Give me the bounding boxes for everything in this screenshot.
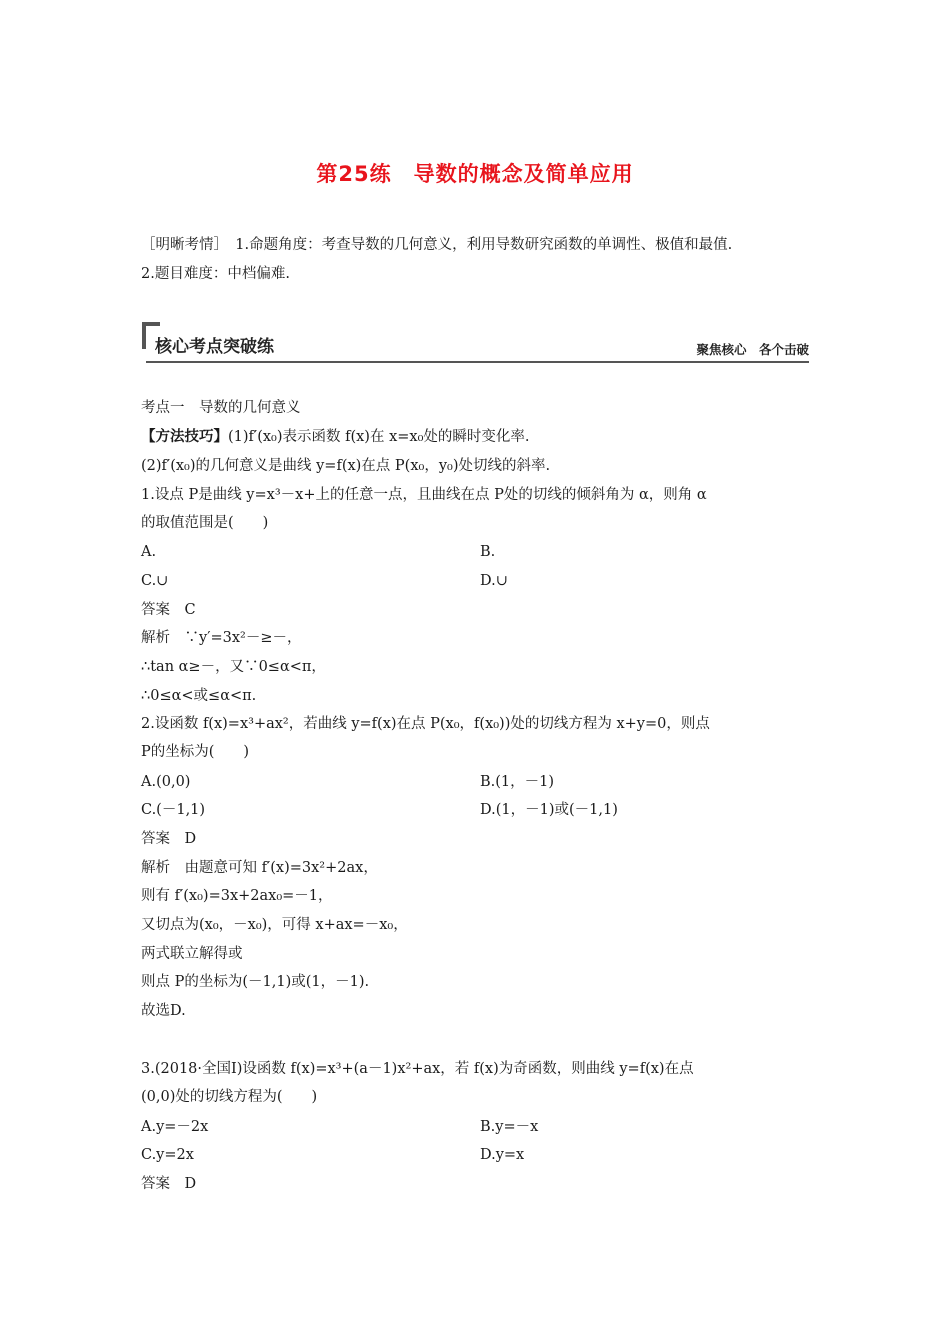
intro-line-2: 2.题目难度：中档偏难. [141,266,290,282]
q1-option-b: B. [480,544,496,560]
q3-stem-1: 3.(2018·全国Ⅰ)设函数 f(x)=x³+(a－1)x²+ax，若 f(x)为奇函数，则曲线 y=f(x)在点 [141,1061,694,1077]
section-title: 核心考点突破练 [155,337,274,357]
section-subtitle: 聚焦核心 各个击破 [696,342,809,357]
q3-stem-2: (0,0)处的切线方程为( ) [141,1089,318,1105]
q2-option-a: A.(0,0) [141,774,191,790]
q2-solution-3: 又切点为(x₀，－x₀)，可得 x+ax=－x₀， [141,917,408,933]
q3-option-d: D.y=x [480,1147,525,1163]
q1-solution-1: 解析 ∵y′=3x²－≥－， [141,630,302,646]
q2-option-d: D.(1，－1)或(－1,1) [480,802,618,818]
q2-stem-1: 2.设函数 f(x)=x³+ax²，若曲线 y=f(x)在点 P(x₀，f(x₀))处的切线方程为 x+y=0，则点 [141,716,710,732]
q1-solution-2: ∴tan α≥－，又∵0≤α<π， [141,659,326,675]
q2-option-b: B.(1，－1) [480,774,555,790]
method-tip-label: 【方法技巧】 [141,428,228,445]
intro-line-1: ［明晰考情］ 1.命题角度：考查导数的几何意义，利用导数研究函数的单调性、极值和最值. [141,237,733,253]
method-tip-2: (2)f′(x₀)的几何意义是曲线 y=f(x)在点 P(x₀，y₀)处切线的斜率. [141,458,551,474]
q3-option-a: A.y=－2x [141,1119,209,1135]
q2-solution-1: 解析 由题意可知 f′(x)=3x²+2ax， [141,860,378,876]
q2-option-c: C.(－1,1) [141,802,206,818]
q2-answer: 答案 D [141,831,197,847]
section-corner-mark-h [142,322,160,326]
q1-option-c: C.∪ [141,573,169,589]
q1-answer: 答案 C [141,602,196,618]
q2-solution-5: 则点 P的坐标为(－1,1)或(1，－1). [141,974,370,990]
page-title: 第25练 导数的概念及简单应用 [316,162,634,186]
method-tip-1-text: (1)f′(x₀)表示函数 f(x)在 x=x₀处的瞬时变化率. [228,429,530,445]
q1-stem-2: 的取值范围是( ) [141,515,269,531]
section-divider [146,361,809,363]
q1-solution-3: ∴0≤α<或≤α<π. [141,688,257,704]
q3-option-c: C.y=2x [141,1147,194,1163]
q2-solution-2: 则有 f′(x₀)=3x+2ax₀=－1， [141,888,333,904]
q3-option-b: B.y=－x [480,1119,539,1135]
method-tip-1 [141,427,530,447]
q2-solution-4: 两式联立解得或 [141,946,243,962]
section-corner-mark [142,322,146,349]
q1-option-d: D.∪ [480,573,508,589]
q1-stem-1: 1.设点 P是曲线 y=x³－x+上的任意一点，且曲线在点 P处的切线的倾斜角为 α，则角 α [141,487,707,503]
q1-option-a: A. [141,544,157,560]
q2-solution-6: 故选D. [141,1003,186,1019]
section-header [141,322,809,364]
q3-answer: 答案 D [141,1176,197,1192]
q2-stem-2: P的坐标为( ) [141,744,250,760]
topic-heading: 考点一 导数的几何意义 [141,400,301,416]
